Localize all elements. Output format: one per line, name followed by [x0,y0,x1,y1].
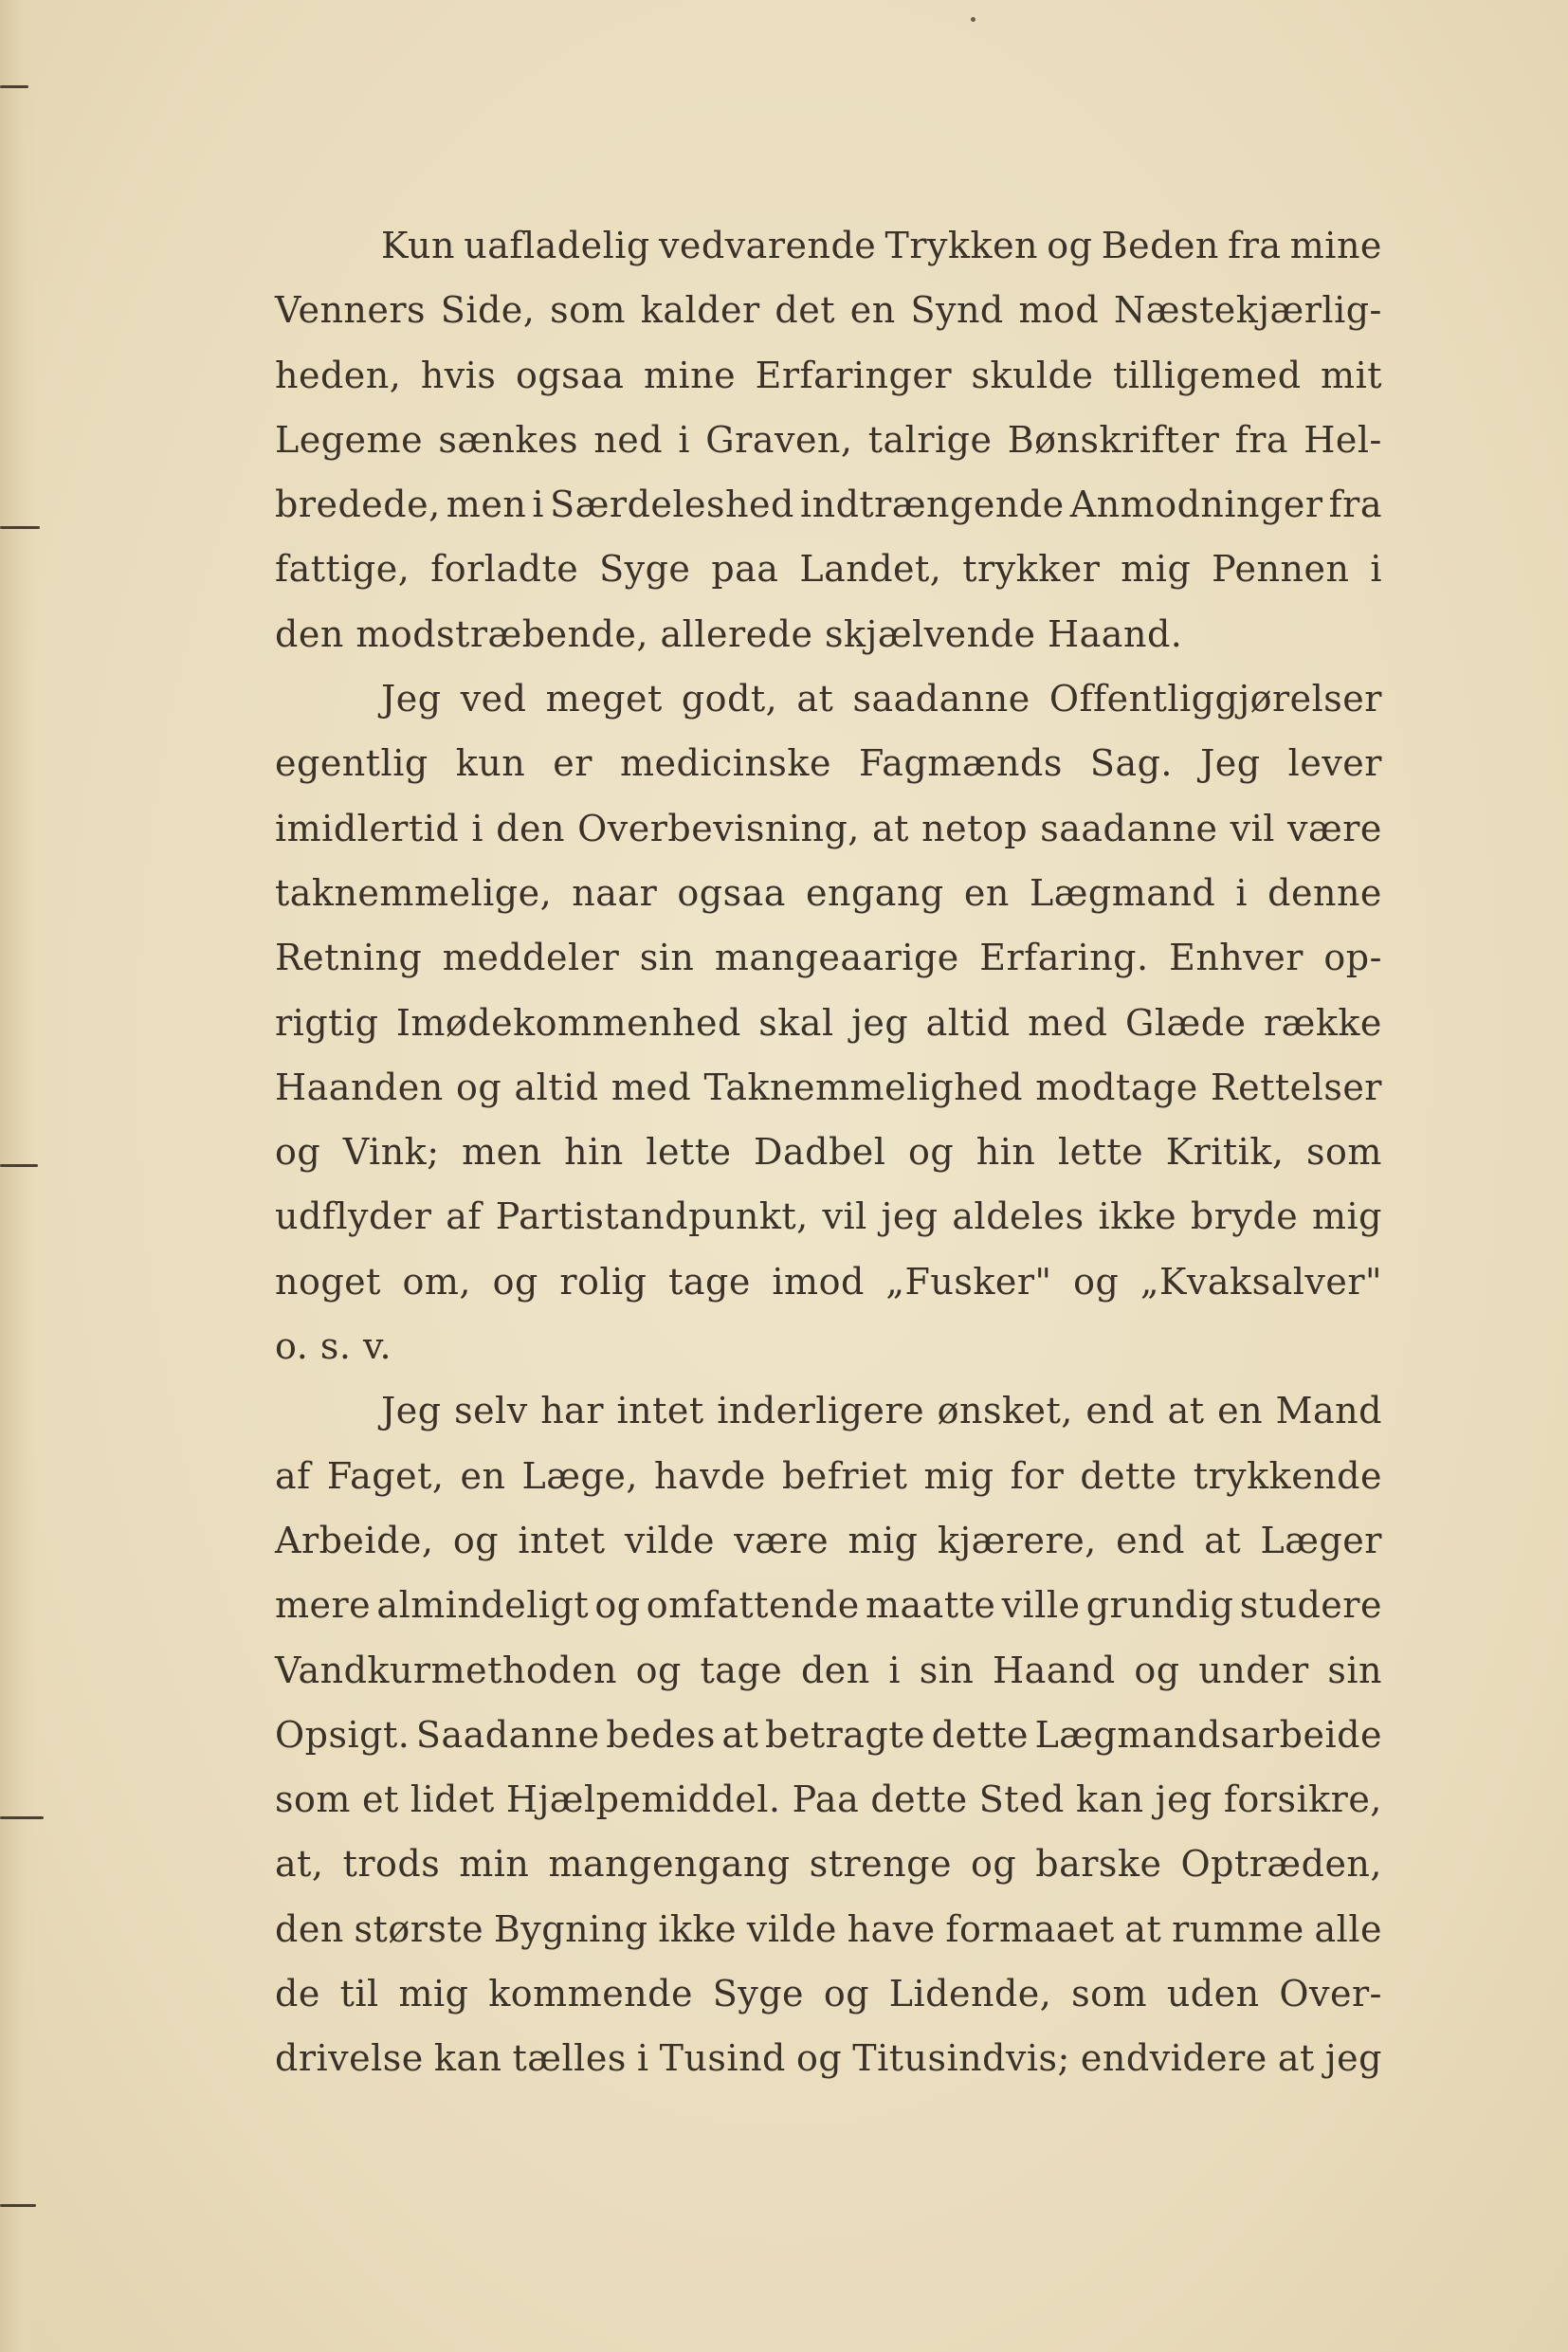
word: en [849,289,896,332]
word: Retning [275,937,423,979]
word: Kun [381,225,456,266]
word: meddeler [442,937,620,979]
word: er [553,742,593,785]
word: netop [921,807,1029,849]
word: Næstekjærlig- [1114,289,1382,332]
word: med [1028,1001,1108,1044]
word: at [1277,2037,1315,2080]
word: Opsigt. [275,1713,410,1756]
word: men [446,483,527,526]
word: saadanne [1040,807,1218,849]
word: Saadanne [415,1713,600,1756]
word: Glæde [1124,1001,1247,1044]
word: altid [514,1066,599,1108]
word: ville [1001,1584,1081,1627]
word: de [275,1973,320,2015]
word: Beden [1101,225,1219,266]
word: ogsaa [677,871,786,914]
word: at [721,1713,759,1756]
word: Erfaringer [755,354,953,396]
word: naar [572,871,658,914]
word: vil [822,1195,867,1238]
word: den [275,1907,344,1950]
word: Fagmænds [859,742,1063,785]
word: lette [1057,1131,1144,1174]
word: formaaet [945,1907,1115,1950]
word: Læge, [521,1454,638,1497]
text-line [275,861,1382,925]
word: godt, [681,678,778,720]
text-line [275,537,1382,601]
word: udflyder [275,1195,432,1238]
word: mig [1311,1195,1382,1238]
word: heden, [275,354,402,396]
word: Lægmandsarbeide [1034,1713,1382,1756]
word: indtrængende [799,483,1065,526]
word: som [275,1778,351,1821]
word: sin [639,937,695,979]
word: kalder [640,289,760,332]
word: jeg [851,1001,909,1044]
word: lette [646,1131,732,1174]
word: paa [711,548,779,591]
word: at [1167,1390,1205,1432]
word: vilde [624,1519,715,1561]
word: skulde [971,354,1094,396]
word: dette [870,1778,968,1821]
word: mere [275,1584,372,1627]
word: tilligemed [1112,354,1302,396]
word: mine [643,354,737,396]
word: engang [806,871,944,914]
word: at [872,807,909,849]
word: at [796,678,834,720]
word: strenge [809,1843,952,1886]
word: mangengang [548,1843,791,1886]
word: Overbevisning, [577,807,860,849]
word: tælles [512,2037,627,2080]
word: Side, [440,289,536,332]
word: kan [1075,1778,1144,1821]
word: Synd [910,289,1004,332]
word: Trykken [884,225,1039,266]
word: række [1263,1001,1382,1044]
word: mig [1121,548,1192,591]
margin-mark [0,1164,38,1167]
word: Vandkurmethoden [275,1649,618,1691]
word: trykkende [1193,1454,1382,1497]
word: og [1047,225,1093,266]
word: kun [455,742,526,785]
text-line [275,1508,1382,1573]
word: grundig [1085,1584,1234,1627]
word: i [1235,871,1249,914]
word: tage [668,1260,751,1303]
word: for [1010,1454,1065,1497]
word: „Kvaksalver" [1140,1260,1382,1303]
word: kjærere, [937,1519,1097,1561]
word: i [532,483,545,526]
word: dette [1080,1454,1177,1497]
margin-mark [0,2204,36,2207]
word: dette [931,1713,1029,1756]
word: talrige [867,418,993,461]
word: Graven, [705,418,853,461]
text-line [275,1832,1382,1896]
word: rigtig [275,1001,379,1044]
word: vil [1230,807,1275,849]
word: den [496,807,565,849]
word: mine [1289,225,1382,266]
text-line: o. s. v. [275,1325,392,1368]
word: Bønskrifter [1007,418,1220,461]
word: hin [975,1131,1036,1174]
word: uafladelig [464,225,650,266]
word: sænkes [438,418,579,461]
word: og [908,1131,955,1174]
word: Jeg [381,1390,442,1432]
word: til [339,1973,379,2015]
word: Bygning [493,1907,648,1950]
margin-mark [0,1816,44,1819]
word: som [550,289,627,332]
word: rolig [559,1260,647,1303]
word: om, [402,1260,471,1303]
word: en [1217,1390,1264,1432]
word: være [1287,807,1382,849]
word: modtage [1035,1066,1198,1108]
word: mangeaarige [714,937,959,979]
word: betragte [765,1713,926,1756]
word: at, [275,1843,324,1886]
margin-mark [0,85,28,88]
word: ønsket, [937,1390,1073,1432]
word: skal [758,1001,834,1044]
word: og [492,1260,538,1303]
word: en [460,1454,506,1497]
word: sin [1327,1649,1382,1691]
word: Syge [599,548,691,591]
word: omfattende [646,1584,860,1627]
text-line [275,1767,1382,1832]
word: forsikre, [1223,1778,1382,1821]
text-line: den modstræbende, allerede skjælvende Haand. [275,612,1183,655]
word: rumme [1172,1907,1304,1950]
word: under [1198,1649,1309,1691]
word: lever [1287,742,1382,785]
word: Optræden, [1180,1843,1382,1886]
word: at [1124,1907,1162,1950]
word: Faget, [326,1454,445,1497]
word: meget [545,678,663,720]
word: forladte [430,548,579,591]
word: ikke [1098,1195,1177,1238]
word: i [1370,548,1382,591]
word: med [611,1066,692,1108]
word: taknemmelige, [275,871,553,914]
word: Tusind [659,2037,786,2080]
word: som [1071,1973,1148,2015]
text-line [275,213,1382,278]
word: og [456,1066,502,1108]
word: har [540,1390,604,1432]
word: drivelse [275,2037,424,2080]
margin-mark [0,526,40,529]
word: Sted [978,1778,1065,1821]
word: i [471,807,484,849]
word: Dadbel [754,1131,886,1174]
word: og [594,1584,641,1627]
word: intet [518,1519,606,1561]
word: Hel- [1304,418,1382,461]
word: min [459,1843,530,1886]
word: som [1306,1131,1382,1174]
word: jeg [881,1195,939,1238]
page-gutter [0,0,38,2352]
word: studere [1239,1584,1382,1627]
word: Rettelser [1211,1066,1382,1108]
word: imidlertid [275,807,460,849]
word: men [462,1131,542,1174]
word: af [275,1454,311,1497]
word: end [1116,1519,1185,1561]
word: jeg [1324,2037,1382,2080]
word: kommende [488,1973,693,2015]
word: Pennen [1212,548,1350,591]
text-line [275,1897,1382,1961]
word: Særdeleshed [550,483,794,526]
word: ned [593,418,664,461]
word: Anmodninger [1069,483,1323,526]
word: Lægmand [1029,871,1216,914]
word: endvidere [1080,2037,1267,2080]
text-line [275,472,1382,537]
word: en [963,871,1010,914]
text-line [275,1055,1382,1120]
word: intet [616,1390,704,1432]
word: Taknemmelighed [703,1066,1023,1108]
word: fra [1328,483,1382,526]
word: og [452,1519,500,1561]
word: Sag. [1089,742,1173,785]
word: og [635,1649,682,1691]
word: vedvarende [658,225,877,266]
word: bryde [1190,1195,1299,1238]
text-line [275,1638,1382,1703]
word: „Fusker" [885,1260,1052,1303]
word: bedes [606,1713,716,1756]
word: Partistandpunkt, [495,1195,809,1238]
word: medicinske [620,742,831,785]
word: i [678,418,691,461]
word: i [636,2037,649,2080]
word: fra [1234,418,1289,461]
word: være [734,1519,830,1561]
word: end [1085,1390,1156,1432]
text-line [275,343,1382,408]
word: af [446,1195,482,1238]
word: største [354,1907,484,1950]
word: sin [919,1649,975,1691]
word: uden [1166,1973,1260,2015]
word: Læger [1260,1519,1382,1561]
word: Jeg [1200,742,1261,785]
word: fra [1228,225,1282,266]
word: at [1204,1519,1242,1561]
word: Enhver [1169,937,1304,979]
word: Syge [712,1973,805,2015]
word: Hjælpemiddel. [505,1778,781,1821]
word: mit [1321,354,1382,396]
word: Erfaring. [979,937,1149,979]
word: Haand [993,1649,1116,1691]
word: og [823,1973,870,2015]
word: fattige, [275,548,410,591]
text-line [275,1961,1382,2026]
word: Kritik, [1165,1131,1285,1174]
page-speck [971,17,975,22]
word: Offentliggjørelser [1048,678,1382,720]
word: og [795,2037,843,2080]
word: altid [925,1001,1011,1044]
word: mig [398,1973,469,2015]
text-line [275,1120,1382,1184]
word: hvis [420,354,497,396]
word: Jeg [381,678,442,720]
word: barske [1035,1843,1162,1886]
word: ogsaa [515,354,625,396]
text-line [275,1573,1382,1637]
word: Haanden [275,1066,444,1108]
word: hin [564,1131,624,1174]
word: jeg [1155,1778,1212,1821]
text-line [275,925,1382,990]
word: imod [772,1260,865,1303]
text-line [275,731,1382,795]
word: bredede, [275,483,441,526]
word: havde [653,1454,766,1497]
word: befriet [781,1454,908,1497]
word: det [775,289,835,332]
word: inderligere [717,1390,925,1432]
word: og [971,1843,1017,1886]
word: og [275,1131,321,1174]
word: noget [275,1260,381,1303]
word: mod [1018,289,1100,332]
word: Vink; [342,1131,440,1174]
text-line [275,1249,1382,1314]
word: tage [700,1649,783,1691]
word: mig [848,1519,919,1561]
word: ikke [658,1907,737,1950]
word: og [1134,1649,1180,1691]
word: ved [460,678,527,720]
word: denne [1267,871,1382,914]
word: selv [454,1390,528,1432]
word: Mand [1275,1390,1382,1432]
word: lidet [410,1778,495,1821]
text-line [275,278,1382,342]
word: Venners [275,289,427,332]
word: Titusindvis; [852,2037,1070,2080]
body-text [275,213,1382,2091]
word: trods [342,1843,441,1886]
word: op- [1323,937,1382,979]
text-line [275,2026,1382,2090]
text-line [275,408,1382,472]
word: aldeles [952,1195,1085,1238]
text-line [275,1378,1382,1443]
text-line [275,666,1382,731]
word: Legeme [275,418,424,461]
text-line [275,1703,1382,1767]
word: Arbeide, [275,1519,434,1561]
word: alle [1314,1907,1382,1950]
text-line [275,796,1382,861]
word: Lidende, [888,1973,1052,2015]
word: Imødekommenhed [395,1001,741,1044]
word: mig [923,1454,994,1497]
word: Paa [792,1778,860,1821]
text-line [275,1444,1382,1508]
word: egentlig [275,742,428,785]
word: Over- [1279,1973,1382,2015]
text-line [275,1184,1382,1249]
word: trykker [962,548,1101,591]
word: have [847,1907,936,1950]
word: almindeligt [376,1584,590,1627]
text-line [275,991,1382,1055]
word: et [362,1778,399,1821]
word: Landet, [799,548,942,591]
word: maatte [865,1584,996,1627]
word: kan [433,2037,502,2080]
word: saadanne [852,678,1030,720]
word: den [800,1649,870,1691]
word: og [1073,1260,1120,1303]
word: i [888,1649,902,1691]
word: vilde [746,1907,837,1950]
